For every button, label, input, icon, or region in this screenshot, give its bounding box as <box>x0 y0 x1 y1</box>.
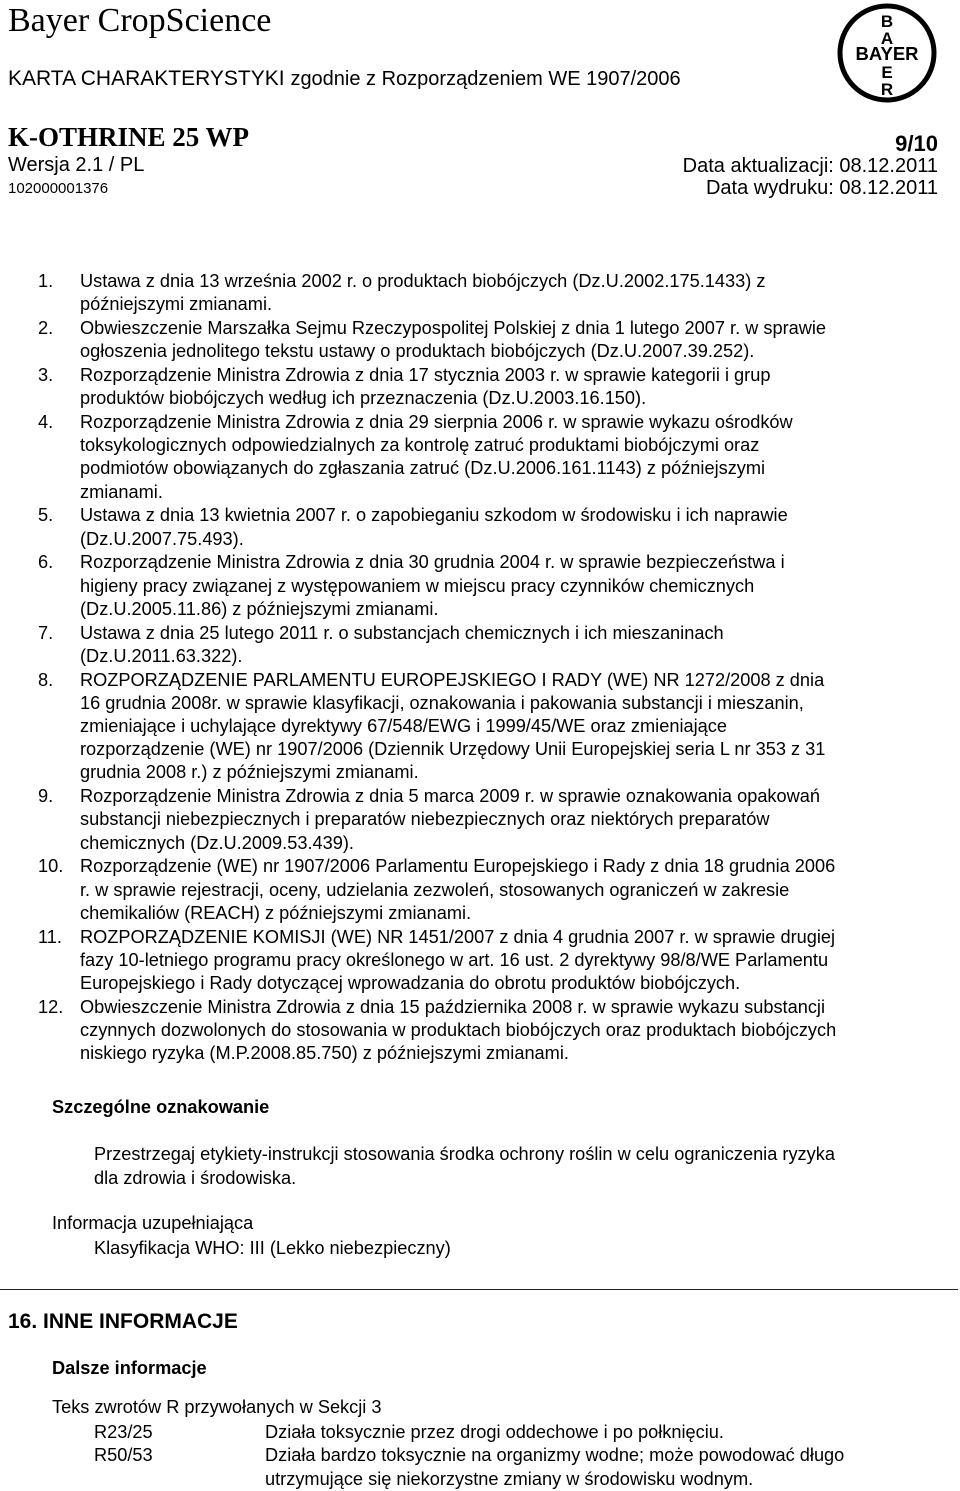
svg-text:A: A <box>880 29 894 48</box>
print-date: Data wydruku: 08.12.2011 <box>705 177 938 199</box>
list-item <box>38 669 938 785</box>
list-item <box>38 926 938 996</box>
item-text: ROZPORZĄDZENIE PARLAMENTU EUROPEJSKIEGO I RADY (WE) NR 1272/2008 z dnia 16 grudnia 2008r. w sprawie klasyfikacji, oznakowania i pakowania substancji i mieszanin, zmieniające i uchylające dyrektywy 67/548/EWG i 1999/45/WE oraz zmieniające rozporządzenie (WE) nr 1907/2006 (Dziennik Urzędowy Unii Europejskiej seria L nr 353 z 31 grudnia 2008 r.) z późniejszymi zmianami. <box>80 669 826 783</box>
legal-references-list <box>38 270 938 1066</box>
item-number: 10. <box>38 856 64 877</box>
list-item <box>38 411 938 504</box>
item-text: Ustawa z dnia 13 września 2002 r. o produktach biobójczych (Dz.U.2002.175.1433) z późniejszymi zmianami. <box>80 271 766 315</box>
product-name: K-OTHRINE 25 WP <box>8 122 250 152</box>
list-item <box>38 996 938 1066</box>
r-phrase-code: R23/25 <box>94 1422 153 1442</box>
item-text: Rozporządzenie Ministra Zdrowia z dnia 5 marca 2009 r. w sprawie oznakowania opakowań substancji niebezpiecznych i preparatów niebezpiecznych oraz niektórych preparatów chemicznych (Dz.U.2009.53.439). <box>80 786 821 853</box>
r-phrase-text: Działa toksycznie przez drogi oddechowe i po połknięciu. <box>265 1422 724 1442</box>
document-number: 102000001376 <box>8 180 109 197</box>
special-labelling-heading: Szczególne oznakowanie <box>52 1097 270 1117</box>
svg-text:R: R <box>880 80 894 99</box>
item-text: Rozporządzenie Ministra Zdrowia z dnia 29 sierpnia 2006 r. w sprawie wykazu ośrodków toksykologicznych odpowiedzialnych za kontrolę zatruć produktami biobójczymi oraz podmiotów obowiązanych do zgłaszania zatruć (Dz.U.2006.161.1143) z późniejszymi zmianami. <box>80 412 793 502</box>
item-number: 7. <box>38 622 54 643</box>
version: Wersja 2.1 / PL <box>8 154 145 176</box>
page-number: 9/10 <box>895 131 938 156</box>
item-text: Obwieszczenie Marszałka Sejmu Rzeczypospolitej Polskiej z dnia 1 lutego 2007 r. w sprawie ogłoszenia jednolitego tekstu ustawy o produktach biobójczych (Dz.U.2007.39.252). <box>80 318 827 362</box>
regulation-reference: zgodnie z Rozporządzeniem WE 1907/2006 <box>290 68 681 90</box>
company-name: Bayer CropScience <box>8 2 272 39</box>
item-text: ROZPORZĄDZENIE KOMISJI (WE) NR 1451/2007 z dnia 4 grudnia 2007 r. w sprawie drugiej fazy 10-letniego programu pracy określonego w art. 16 ust. 2 dyrektywy 98/8/WE Parlamentu Europejskiego i Rady dotyczącej wprowadzania do obrotu produktów biobójczych. <box>80 926 836 994</box>
list-item <box>38 622 938 668</box>
item-text: Ustawa z dnia 13 kwietnia 2007 r. o zapobieganiu szkodom w środowisku i ich naprawie (Dz.U.2007.75.493). <box>80 505 788 549</box>
svg-text:B: B <box>880 12 894 31</box>
item-number: 3. <box>38 365 54 385</box>
item-number: 5. <box>38 505 54 526</box>
list-item <box>38 317 938 363</box>
section-16-title: 16. INNE INFORMACJE <box>8 1310 238 1333</box>
section-divider <box>0 1289 958 1290</box>
item-text: Rozporządzenie (WE) nr 1907/2006 Parlamentu Europejskiego i Rady z dnia 18 grudnia 2006 r. w sprawie rejestracji, oceny, udzielania zezwoleń, stosowanych ograniczeń w zakresie chemikaliów (REACH) z późniejszymi zmianami. <box>80 856 836 923</box>
item-number: 4. <box>38 412 54 432</box>
item-number: 9. <box>38 786 54 807</box>
svg-text:BAYER: BAYER <box>855 43 919 64</box>
document-type <box>8 67 681 91</box>
list-item <box>38 270 938 316</box>
r-phrase-text: Działa bardzo toksycznie na organizmy wodne; może powodować długo utrzymujące się niekorzystne zmiany w środowisku wodnym. <box>265 1445 845 1489</box>
item-number: 1. <box>38 271 54 291</box>
document-type-label: KARTA CHARAKTERYSTYKI <box>8 67 285 90</box>
item-text: Rozporządzenie Ministra Zdrowia z dnia 17 stycznia 2003 r. w sprawie kategorii i grup produktów biobójczych według ich przeznaczenia (Dz.U.2003.16.150). <box>80 365 771 409</box>
update-date: Data aktualizacji: 08.12.2011 <box>682 155 938 177</box>
r-phrases-heading: Teks zwrotów R przywołanych w Sekcji 3 <box>52 1397 382 1417</box>
supplementary-info-heading: Informacja uzupełniająca <box>52 1213 254 1233</box>
who-classification: Klasyfikacja WHO: III (Lekko niebezpieczny) <box>94 1238 451 1258</box>
item-number: 11. <box>38 926 62 947</box>
special-labelling-text: Przestrzegaj etykiety-instrukcji stosowania środka ochrony roślin w celu ograniczenia ryzyka dla zdrowia i środowiska. <box>94 1144 835 1188</box>
bayer-logo <box>836 2 938 104</box>
list-item <box>38 855 938 925</box>
item-number: 6. <box>38 552 54 573</box>
list-item <box>38 551 938 621</box>
list-item <box>38 504 938 550</box>
item-text: Obwieszczenie Ministra Zdrowia z dnia 15 października 2008 r. w sprawie wykazu substancji czynnych dozwolonych do stosowania w produktach biobójczych oraz produktach biobójczych niskiego ryzyka (M.P.2008.85.750) z późniejszymi zmianami. <box>80 996 837 1064</box>
list-item <box>38 364 938 410</box>
item-number: 2. <box>38 318 54 338</box>
further-information-heading: Dalsze informacje <box>52 1358 207 1378</box>
item-text: Rozporządzenie Ministra Zdrowia z dnia 30 grudnia 2004 r. w sprawie bezpieczeństwa i higieny pracy związanej z występowaniem w miejscu pracy czynników chemicznych (Dz.U.2005.11.86) z późniejszymi zmianami. <box>80 552 785 619</box>
item-text: Ustawa z dnia 25 lutego 2011 r. o substancjach chemicznych i ich mieszaninach (Dz.U.2011.63.322). <box>80 622 724 666</box>
r-phrase-code: R50/53 <box>94 1445 153 1465</box>
svg-text:E: E <box>881 63 893 82</box>
item-number: 12. <box>38 996 64 1017</box>
item-number: 8. <box>38 669 54 690</box>
list-item <box>38 785 938 855</box>
